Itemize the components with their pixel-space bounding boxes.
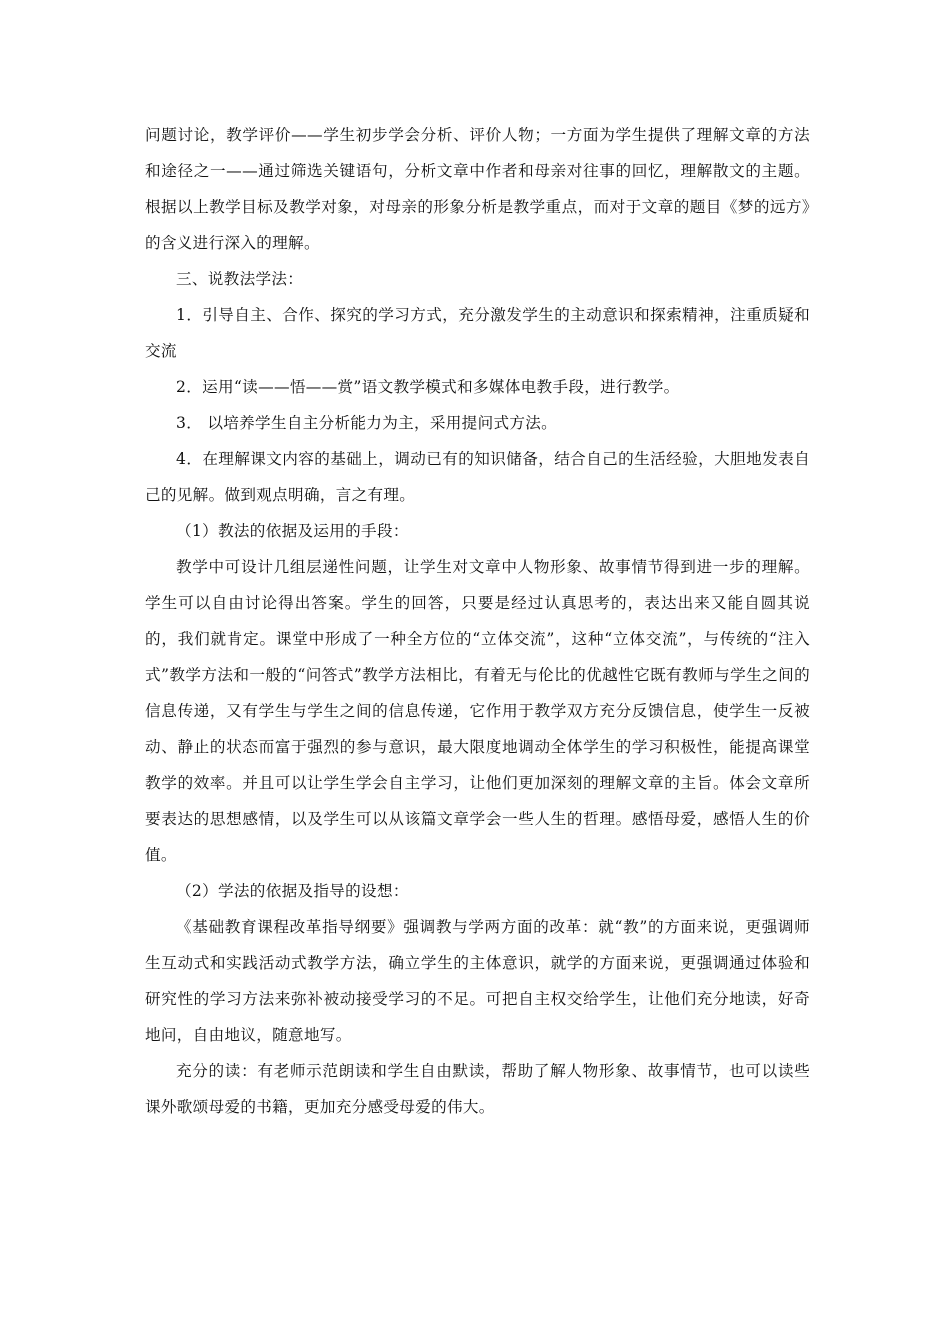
subheading-learning-basis: （2）学法的依据及指导的设想： (176, 882, 409, 900)
paragraph-intro-continuation: 问题讨论，教学评价——学生初步学会分析、评价人物；一方面为学生提供了理解文章的方法和途径之一——通过筛选关键语句，分析文章中作者和母亲对往事的回忆，理解散文的主题。根据以上教学目标及教学对象，对母亲的形象分析是教学重点，而对于文章的题目《梦的远方》的含义进行深入的理解。 (145, 126, 810, 252)
list-item-4: 4．在理解课文内容的基础上，调动已有的知识储备，结合自己的生活经验，大胆地发表自己的见解。做到观点明确，言之有理。 (145, 450, 810, 504)
paragraph-teaching-basis: 教学中可设计几组层递性问题，让学生对文章中人物形象、故事情节得到进一步的理解。学生可以自由讨论得出答案。学生的回答，只要是经过认真思考的，表达出来又能自圆其说的，我们就肯定。课堂中形成了一种全方位的“立体交流”，这种“立体交流”，与传统的“注入式”教学方法和一般的“问答式”教学方法相比，有着无与伦比的优越性它既有教师与学生之间的信息传递，又有学生与学生之间的信息传递，它作用于教学双方充分反馈信息，使学生一反被动、静止的状态而富于强烈的参与意识，最大限度地调动全体学生的学习积极性，能提高课堂教学的效率。并且可以让学生学会自主学习，让他们更加深刻的理解文章的主旨。体会文章所要表达的思想感情，以及学生可以从该篇文章学会一些人生的哲理。感悟母爱，感悟人生的价值。 (145, 558, 810, 864)
list-item-3: 3． 以培养学生自主分析能力为主，采用提问式方法。 (176, 414, 558, 432)
section-heading-methods: 三、说教法学法： (176, 270, 304, 288)
subheading-teaching-basis: （1）教法的依据及运用的手段： (176, 522, 409, 540)
list-item-1: 1．引导自主、合作、探究的学习方式，充分激发学生的主动意识和探索精神，注重质疑和交流 (145, 306, 810, 360)
paragraph-full-reading: 充分的读：有老师示范朗读和学生自由默读，帮助了解人物形象、故事情节，也可以读些课外歌颂母爱的书籍，更加充分感受母爱的伟大。 (145, 1062, 810, 1116)
paragraph-learning-basis: 《基础教育课程改革指导纲要》强调教与学两方面的改革：就“教”的方面来说，更强调师生互动式和实践活动式教学方法，确立学生的主体意识，就学的方面来说，更强调通过体验和研究性的学习方法来弥补被动接受学习的不足。可把自主权交给学生，让他们充分地读，好奇地问，自由地议，随意地写。 (145, 918, 810, 1044)
list-item-2: 2．运用“读——悟——赏”语文教学模式和多媒体电教手段，进行教学。 (176, 378, 680, 396)
document-body (145, 117, 810, 1125)
